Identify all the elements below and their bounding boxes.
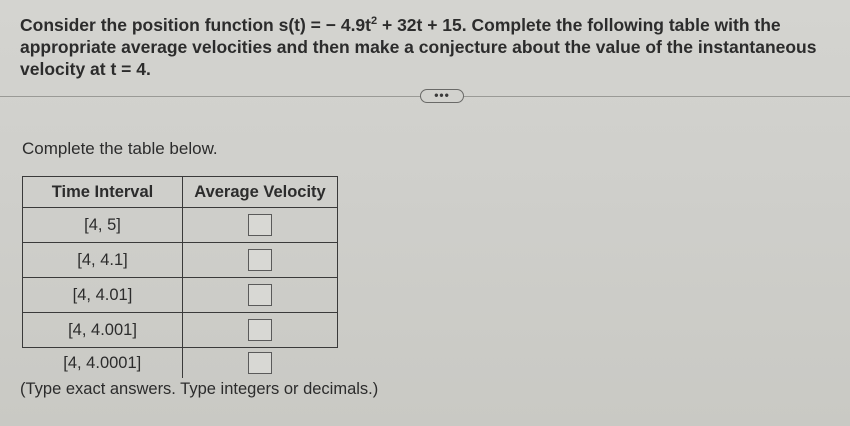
answer-cell <box>183 278 338 313</box>
table-row <box>23 208 338 243</box>
question-part1: Consider the position function s(t) = − 4.9t <box>20 15 371 35</box>
header-time-interval: Time Interval <box>23 177 183 208</box>
table-row <box>23 313 338 348</box>
answer-cell <box>183 348 338 379</box>
question-exponent: 2 <box>371 15 378 28</box>
interval-cell: [4, 4.01] <box>23 278 183 313</box>
answer-cell <box>183 243 338 278</box>
table-row <box>23 278 338 313</box>
answer-input[interactable] <box>248 214 272 236</box>
answer-input[interactable] <box>248 352 272 374</box>
table-row <box>23 348 338 379</box>
interval-cell: [4, 4.001] <box>23 313 183 348</box>
answer-input[interactable] <box>248 249 272 271</box>
interval-cell: [4, 5] <box>23 208 183 243</box>
answer-input[interactable] <box>248 319 272 341</box>
header-average-velocity: Average Velocity <box>183 177 338 208</box>
interval-cell: [4, 4.1] <box>23 243 183 278</box>
instruction-text: Complete the table below. <box>22 139 218 158</box>
velocity-table <box>22 176 338 378</box>
question-part2: + 32t + 15. Complete the following table with the appropriate average velocities and then make a conjecture about the value of the instantaneous velocity at t = 4. <box>20 15 817 79</box>
answer-format-note: (Type exact answers. Type integers or decimals.) <box>20 380 379 398</box>
table-row <box>23 243 338 278</box>
answer-input[interactable] <box>248 284 272 306</box>
table-header-row <box>23 177 338 208</box>
answer-cell <box>183 313 338 348</box>
question-text <box>20 14 850 80</box>
more-options-button[interactable]: ••• <box>420 89 464 103</box>
answer-cell <box>183 208 338 243</box>
interval-cell: [4, 4.0001] <box>23 348 183 379</box>
